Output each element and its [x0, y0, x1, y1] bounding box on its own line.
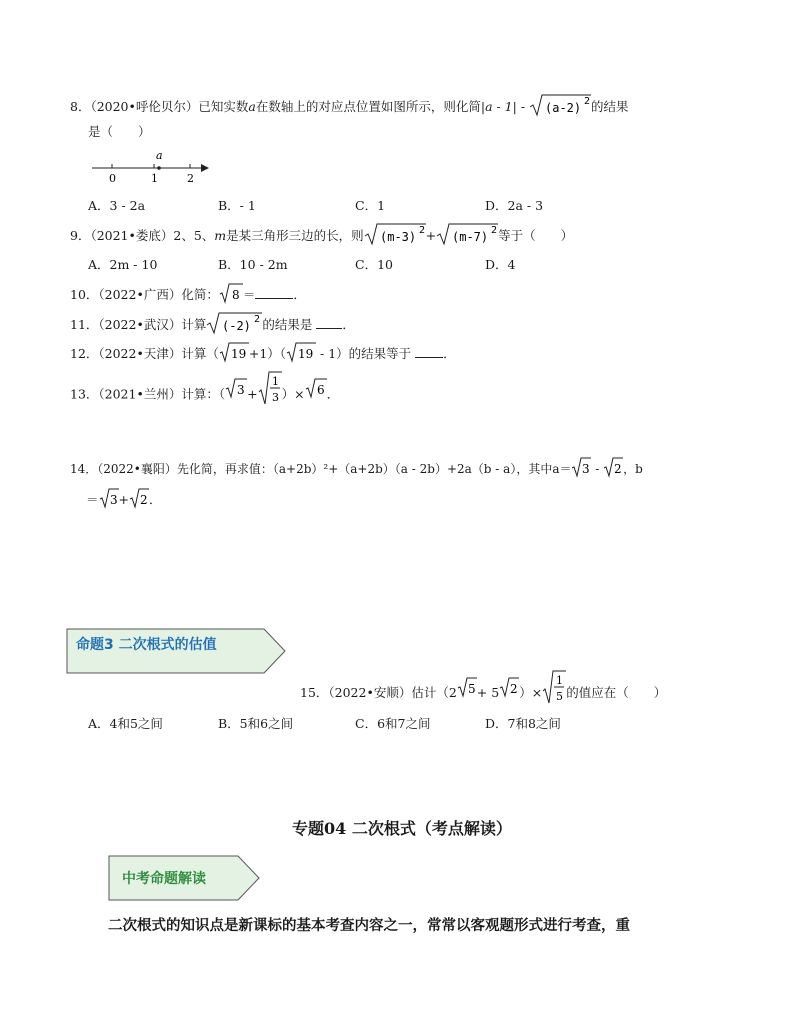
- sqrt-symbol: [206, 311, 262, 340]
- q15-mid: + 5: [476, 685, 500, 700]
- q14-plus: +: [118, 492, 129, 507]
- q15-radicand-1: 5: [467, 682, 476, 696]
- q11-suffix: 的结果是: [262, 317, 313, 332]
- tick-label-2: 2: [187, 172, 194, 185]
- q8-option-a[interactable]: A．3 - 2a: [88, 198, 146, 213]
- q15-prefix: 15．（2022•安顺）估计（2: [300, 685, 457, 700]
- q9-exponent-1: 2: [418, 225, 425, 236]
- q13-radicand-2: 6: [316, 383, 325, 397]
- q13-radicand-1: 3: [237, 383, 245, 397]
- q15-option-c[interactable]: C．6和7之间: [355, 716, 431, 731]
- q12-radicand-1: 19: [230, 347, 247, 361]
- q12-mid2: - 1）的结果等于: [316, 346, 412, 361]
- q10-suffix: ＝: [242, 287, 256, 302]
- q9-exponent-2: 2: [491, 225, 498, 236]
- question-10: [70, 282, 306, 309]
- point-a-label: a: [156, 149, 163, 162]
- q13-end: ．: [326, 386, 340, 402]
- question-14: [70, 456, 643, 483]
- question-9: [70, 222, 573, 251]
- q9-option-d[interactable]: D．4: [485, 257, 516, 272]
- answer-blank[interactable]: [255, 286, 293, 299]
- sqrt-symbol: [364, 222, 426, 251]
- question-13: [70, 370, 339, 420]
- q14-rad-b2: 2: [140, 493, 148, 507]
- banner-exam-analysis-label: 中考命题解读: [122, 871, 206, 887]
- q15-radicand-2: 2: [510, 682, 518, 696]
- q15-mid2: ）×: [519, 685, 543, 700]
- q13-numerator: 1: [271, 375, 279, 388]
- sqrt-fraction: [258, 370, 282, 420]
- q15-denominator: 5: [556, 690, 564, 703]
- tick-label-0: 0: [109, 172, 116, 185]
- q9-suffix: 等于（ ）: [498, 228, 574, 243]
- q9-option-b[interactable]: B．10 - 2m: [218, 257, 288, 272]
- q9-option-a[interactable]: A．2m - 10: [88, 257, 158, 272]
- sqrt-symbol: [436, 222, 498, 251]
- sqrt-symbol: [499, 676, 519, 711]
- sqrt-symbol: [529, 93, 591, 122]
- q8-var-a: a: [248, 99, 256, 114]
- q9-radicand-1: (m-3): [379, 230, 416, 244]
- q8-abs-expr: a - 1: [485, 99, 513, 114]
- q12-mid: +1）（: [248, 346, 287, 361]
- q9-radicand-2: (m-7): [452, 230, 489, 244]
- q15-suffix: 的值应在（ ）: [566, 685, 667, 700]
- q13-plus: +: [247, 386, 258, 402]
- point-a: [157, 166, 161, 170]
- q9-plus: +: [425, 228, 437, 243]
- q13-denominator: 3: [271, 391, 279, 404]
- q15-option-b[interactable]: B．5和6之间: [218, 716, 294, 731]
- question-15: [300, 669, 666, 718]
- number-line: [90, 148, 215, 186]
- q10-end: ．: [293, 287, 306, 302]
- q13-mid: ）×: [281, 386, 305, 402]
- q14-rad-a1: 3: [582, 462, 591, 476]
- q11-prefix: 11．（2022•武汉）计算: [70, 317, 207, 332]
- q8-mid2: | -: [512, 99, 530, 114]
- q15-numerator: 1: [556, 674, 564, 687]
- q15-option-a[interactable]: A．4和5之间: [88, 716, 163, 731]
- q10-prefix: 10．（2022•广西）化简：: [70, 287, 219, 302]
- sqrt-symbol: [603, 456, 623, 483]
- answer-blank[interactable]: [316, 316, 342, 329]
- q14-line1: 14．（2022•襄阳）先化简，再求值：（a+2b）²+（a+2b）（a - 2b）+2a（b - a），其中a＝: [70, 462, 572, 476]
- q14-minus: -: [591, 462, 604, 476]
- q10-radicand: 8: [231, 288, 240, 302]
- q8-option-b[interactable]: B．- 1: [218, 198, 256, 213]
- q8-line2: 是（ ）: [88, 124, 151, 139]
- q8-radicand: (a-2): [545, 101, 582, 115]
- banner-topic3-label: 命题3 二次根式的估值: [76, 637, 217, 653]
- question-14-line2: [86, 487, 162, 514]
- question-11: [70, 311, 355, 340]
- intro-paragraph: 二次根式的知识点是新课标的基本考查内容之一，常常以客观题形式进行考查，重: [108, 917, 630, 934]
- sqrt-symbol: [219, 282, 243, 309]
- tick-label-1: 1: [151, 172, 158, 185]
- sqrt-symbol: [225, 377, 247, 413]
- q14-line2-prefix: ＝: [86, 492, 99, 507]
- q8-option-d[interactable]: D．2a - 3: [485, 198, 544, 213]
- q9-mid: 是某三角形三边的长，则: [226, 228, 364, 243]
- question-8: [70, 93, 629, 122]
- q14-end: ．: [149, 492, 162, 507]
- q14-rad-a2: 2: [614, 462, 622, 476]
- sqrt-symbol: [219, 341, 249, 368]
- q8-exponent: 2: [584, 96, 591, 107]
- sqrt-fraction: [542, 669, 566, 718]
- q9-var-m: m: [214, 228, 227, 243]
- q13-prefix: 13．（2021•兰州）计算：（: [70, 386, 226, 402]
- q12-end: ．: [443, 346, 456, 361]
- q15-option-d[interactable]: D．7和8之间: [485, 716, 561, 731]
- q12-prefix: 12．（2022•天津）计算（: [70, 346, 219, 361]
- sqrt-symbol: [129, 487, 149, 514]
- sqrt-symbol: [286, 341, 316, 368]
- q11-end: ．: [342, 317, 355, 332]
- section-banner-topic3: [66, 628, 286, 674]
- q9-option-c[interactable]: C．10: [355, 257, 393, 272]
- question-12: [70, 341, 456, 368]
- q11-radicand: (-2): [222, 319, 252, 333]
- sqrt-symbol: [99, 487, 119, 514]
- sqrt-symbol: [571, 456, 591, 483]
- section-banner-exam-analysis: [108, 855, 260, 901]
- q8-mid: 在数轴上的对应点位置如图所示，则化简|: [255, 99, 486, 114]
- q14-rad-b1: 3: [109, 493, 118, 507]
- q8-suffix: 的结果: [591, 99, 629, 114]
- page-title: 专题04 二次根式（考点解读）: [292, 819, 512, 838]
- q12-radicand-2: 19: [298, 347, 314, 361]
- sqrt-symbol: [305, 377, 327, 413]
- q9-prefix: 9．（2021•娄底）2、5、: [70, 228, 215, 243]
- sqrt-symbol: [457, 676, 477, 711]
- q14-comma-b: ，b: [623, 462, 643, 476]
- q8-option-c[interactable]: C．1: [355, 198, 386, 213]
- q8-prefix: 8．（2020•呼伦贝尔）已知实数: [70, 99, 249, 114]
- answer-blank[interactable]: [415, 345, 443, 358]
- q11-exponent: 2: [254, 314, 261, 325]
